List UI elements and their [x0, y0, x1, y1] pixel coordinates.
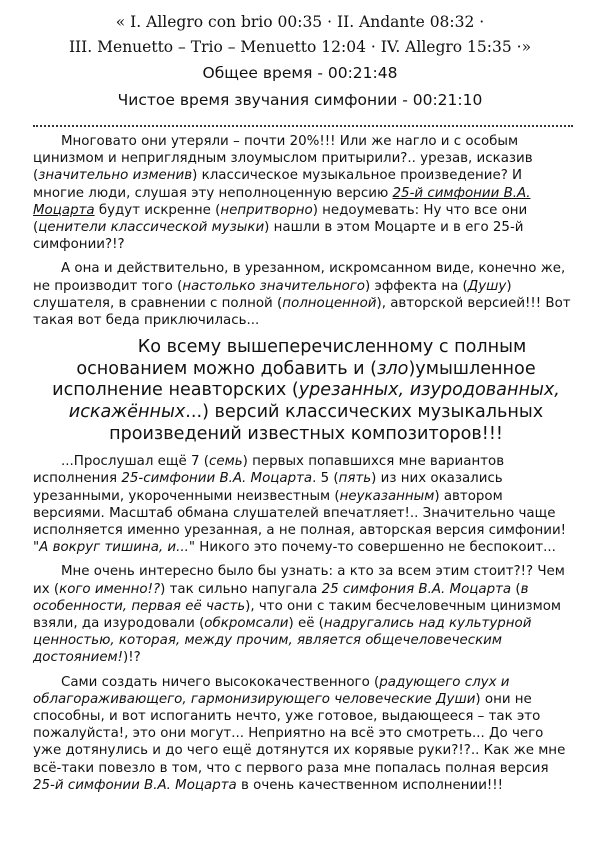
timing-header: [0, 0, 600, 109]
dotted-separator: [33, 117, 573, 127]
movements-line-2: III. Menuetto – Trio – Menuetto 12:04 · IV. Allegro 15:35 ·»: [68, 38, 532, 56]
paragraph-2: А она и действительно, в урезанном, искромсанном виде, конечно же, не производит того (настолько значительного) эффекта на (Душу) слушателя, в сравнении с полной (полноценной), авторской версией!!! Вот такая вот беда приключилась...: [33, 261, 571, 329]
net-time: Чистое время звучания симфонии - 00:21:10: [117, 91, 483, 109]
movements-line-1: « I. Allegro con brio 00:35 · II. Andante 08:32 ·: [115, 13, 485, 31]
paragraph-3: ...Прослушал ещё 7 (семь) первых попавшихся мне вариантов исполнения 25-симфонии В.А. Моцарта. 5 (пять) из них оказались урезанными, укороченными неизвестным (неуказанным) автором версиями. Масштаб обмана слушателей впечатляет!.. Значительно чаще исполняется именно урезанная, а не полная, авторская версия симфонии! "А вокруг тишина, и..." Никого это почему-то совершенно не беспокоит...: [33, 454, 567, 556]
paragraph-4: Мне очень интересно было бы узнать: а кто за всем этим стоит?!? Чем их (кого именно!?) так сильно напугала 25 симфония В.А. Моцарта (в особенности, первая её часть), что они с таким бесчеловечным цинизмом взяли, да изуродовали (обкромсали) её (надругались над культурной ценностью, которая, между прочим, является общечеловеческим достоянием!)!?: [33, 564, 565, 666]
paragraph-1: Многовато они утеряли – почти 20%!!! Или же нагло и с особым цинизмом и неприглядным злоумыслом притырили?.. урезав, исказив (значительно изменив) классическое музыкальное произведение? И многие люди, слушая эту неполноценную версию 25-й симфонии В.А. Моцарта будут искренне (непритворно) недоумевать: Ну что все они (ценители классической музыки) нашли в этом Моцарте и в его 25-й симфонии?!?: [33, 134, 533, 253]
symphony-reference: 25-й симфонии В.А. Моцарта: [33, 185, 531, 218]
paragraph-5: Сами создать ничего высококачественного (радующего слух и облагораживающего, гармонизирующего человеческие Души) они не способны, и вот испоганить нечто, уже готовое, выдающееся – так это пожалуйста!, это они могут... Неприятно на всё это смотреть... До чего уже дотянулись и до чего ещё дотянутся их корявые руки?!?.. Как же мне всё-таки повезло в том, что с первого раза мне попалась полная версия 25-й симфонии В.А. Моцарта в очень качественном исполнении!!!: [33, 674, 566, 793]
article-body: [0, 127, 600, 794]
highlighted-statement: Ко всему вышеперечисленному с полным основанием можно добавить и (зло)умышленное исполнение неавторских (урезанных, изуродованных, искажённых...) версий классических музыкальных произведений известных композиторов!!!: [52, 337, 560, 444]
total-time: Общее время - 00:21:48: [202, 64, 398, 82]
